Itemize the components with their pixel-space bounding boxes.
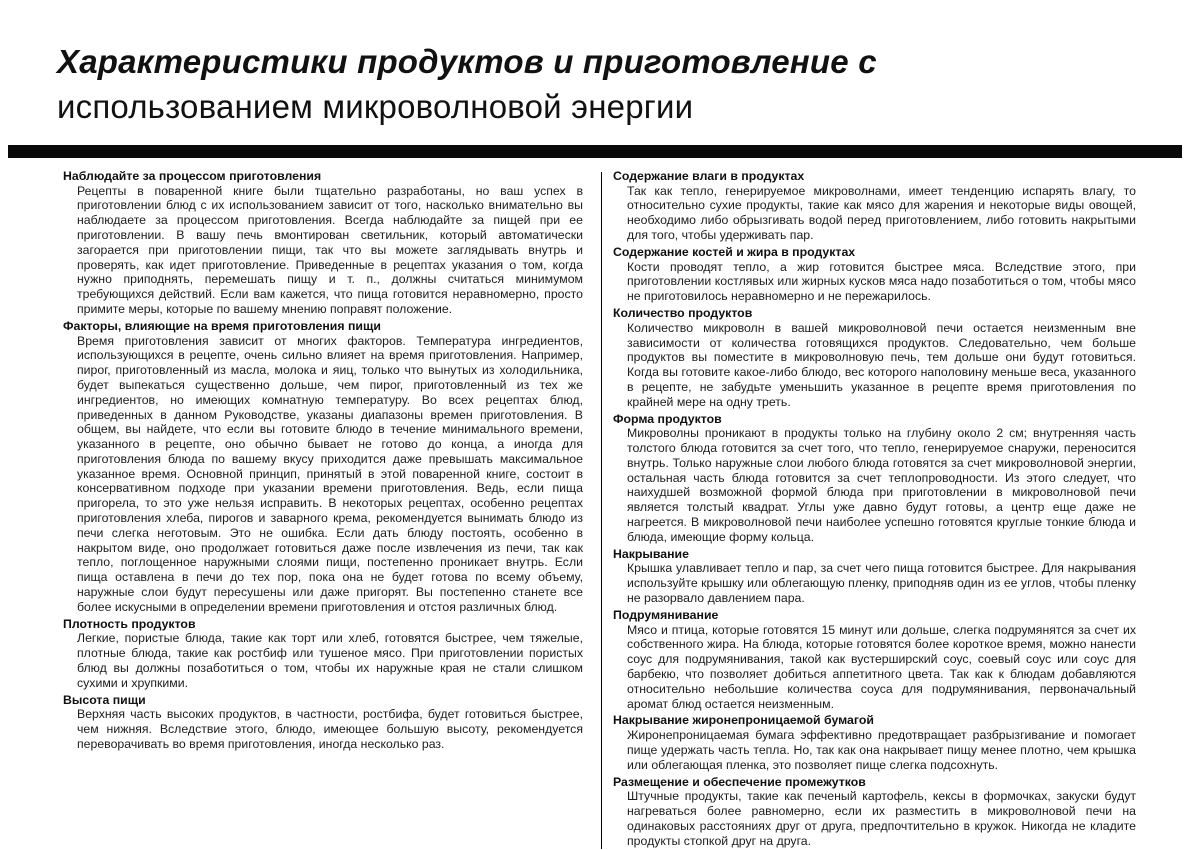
section-food-quantity xyxy=(613,306,1136,410)
section-browning xyxy=(613,608,1136,712)
section-body: Мясо и птица, которые готовятся 15 минут или дольше, слегка подрумянятся за счет их собственного жира. На блюда, которые готовятся более короткое время, можно нанести соус для подрумянивания, такой как вустерширский соус, соевый соус или соус для барбекю, что позволяет добиться аппетитного цвета. Так как к блюдам добавляются относительно небольшие количества соуса для подрумянивания, первоначальный аромат блюд остается неизменным. xyxy=(627,622,1136,711)
section-cooking-time-factors xyxy=(63,319,583,615)
section-greaseproof-paper xyxy=(613,713,1136,772)
section-body: Верхняя часть высоких продуктов, в частности, ростбифа, будет готовиться быстрее, чем нижняя. Вследствие этого, блюдо, имеющее большую высоту, рекомендуется переворачивать во время приготовления, иногда несколько раз. xyxy=(77,707,583,752)
section-body: Жиронепроницаемая бумага эффективно предотвращает разбрызгивание и помогает пище удержать часть тепла. Но, так как она накрывает пищу менее плотно, чем крышка или облегающая пленка, это позволяет пище слегка подсохнуть. xyxy=(627,728,1136,772)
section-body: Количество микроволн в вашей микроволновой печи остается неизменным вне зависимости от количества готовящихся продуктов. Следовательно, чем больше продуктов вы поместите в микроволновую печь, тем дольше они будут готовиться. Когда вы готовите какое-либо блюдо, вес которого наполовину меньше веса, указанного в рецепте, не забудьте уменьшить указанное в рецепте время приготовления по крайней мере на одну треть. xyxy=(627,320,1136,409)
section-moisture-content xyxy=(613,169,1136,243)
section-covering xyxy=(613,547,1136,606)
section-heading: Форма продуктов xyxy=(613,411,722,426)
section-heading: Плотность продуктов xyxy=(63,616,196,631)
section-body: Так как тепло, генерируемое микроволнами, имеет тенденцию испарять влагу, то относительно сухие продукты, такие как мясо для жарения и некоторые виды овощей, необходимо либо обрызгивать водой перед приготовлением, либо готовить накрытыми для того, чтобы удерживать пар. xyxy=(627,183,1136,242)
section-food-shape xyxy=(613,412,1136,545)
section-body: Кости проводят тепло, а жир готовится быстрее мяса. Вследствие этого, при приготовлении костлявых или жирных кусков мяса надо позаботиться о том, чтобы мясо не приготовилось неравномерно и не пережарилось. xyxy=(627,259,1136,304)
section-body: Рецепты в поваренной книге были тщательно разработаны, но ваш успех в приготовлении блюд с их использованием зависит от того, насколько внимательно вы наблюдаете за процессом приготовления. Всегда наблюдайте за пищей при ее приготовлении. В вашу печь вмонтирован светильник, который автоматически загорается при приготовлении пищи, так что вы можете заглядывать внутрь и проверять, как идет приготовление. Приведенные в рецептах указания о том, когда нужно приподнять, перемешать пищу и т. п., должны считаться минимумом требующихся действий. Если вам кажется, что пища готовится неравномерно, просто примите меры, которые по вашему мнению поправят положение. xyxy=(77,183,583,316)
section-heading: Размещение и обеспечение промежутков xyxy=(613,774,866,789)
section-bone-fat-content xyxy=(613,245,1136,304)
left-column xyxy=(63,169,583,849)
section-body: Время приготовления зависит от многих факторов. Температура ингредиентов, использующихся в рецепте, очень сильно влияет на время приготовления. Например, пирог, приготовленный из масла, молока и яиц, только что вынутых из холодильника, будет выпекаться существенно дольше, чем пирог, приготовленный из тех же ингредиентов, но имеющих комнатную температуру. Во всех рецептах блюд, приведенных в данном Руководстве, указаны диапазоны времен приготовления. В общем, вы найдете, что если вы готовите блюдо в течение минимального времени, указанного в рецепте, оно обычно бывает не готово до конца, а иногда для приготовления блюда по вашему вкусу приходится даже превышать максимальное указанное время. Основной принцип, принятый в этой поваренной книге, состоит в консервативном подходе при указании времени приготовления. Ведь, если пища пригорела, то это уже нельзя исправить. В некоторых рецептах, особенно рецептах приготовления хлеба, пирогов и заварного крема, рекомендуется вынимать блюдо из печи слегка неготовым. Это не ошибка. Если дать блюду постоять, особенно в накрытом виде, оно продолжает готовиться даже после извлечения из печи, так как тепло, поглощенное наружными слоями пищи, постепенно проникает внутрь. Если пища оставлена в печи до тех пор, пока она не будет готова по всему объему, наружные слои будут пересушены или даже пригорят. Вы постепенно станете все более искусными в определении времени приготовления и отстоя различных блюд. xyxy=(77,333,583,614)
section-heading: Содержание влаги в продуктах xyxy=(613,168,805,183)
section-heading: Высота пищи xyxy=(63,692,146,707)
section-heading: Накрывание жиронепроницаемой бумагой xyxy=(613,713,874,728)
section-heading: Количество продуктов xyxy=(613,305,753,320)
section-body: Штучные продукты, такие как печеный картофель, кексы в формочках, закуски будут нагреваться более равномерно, если их разместить в микроволновой печи на одинаковых расстояниях друг от друга, предпочтительно в кружок. Никогда не кладите продукты стопкой друг на друга. xyxy=(627,789,1136,848)
section-food-density xyxy=(63,617,583,691)
section-food-height xyxy=(63,693,583,752)
page-title xyxy=(57,40,1150,130)
title-separator-bar xyxy=(8,145,1182,158)
section-heading: Подрумянивание xyxy=(613,607,719,622)
section-watch-cooking xyxy=(63,169,583,317)
section-heading: Наблюдайте за процессом приготовления xyxy=(63,168,322,183)
column-divider xyxy=(601,172,602,849)
section-heading: Содержание костей и жира в продуктах xyxy=(613,244,856,259)
content-columns xyxy=(63,169,1190,849)
page-title-line-2: использованием микроволновой энергии xyxy=(57,87,694,125)
section-placement-spacing xyxy=(613,775,1136,849)
section-body: Микроволны проникают в продукты только на глубину около 2 см; внутренняя часть толстого блюда готовится за счет того, что тепло, генерируемое снаружи, переносится внутрь. Только наружные слои любого блюда готовятся за счет микроволновой энергии, остальная часть блюда готовится за счет теплопроводности. Из этого следует, что наихудшей возможной формой блюда при приготовлении в микроволновой печи является толстый квадрат. Углы уже давно будут готовы, а центр еще даже не нагреется. В микроволновой печи наиболее успешно готовятся круглые тонкие блюда и блюда, имеющие форму кольца. xyxy=(627,426,1136,544)
section-body: Легкие, пористые блюда, такие как торт или хлеб, готовятся быстрее, чем тяжелые, плотные блюда, такие как ростбиф или тушеное мясо. При приготовлении пористых блюд вы должны позаботиться о том, чтобы их наружные края не стали слишком сухими и хрупкими. xyxy=(77,631,583,690)
section-heading: Накрывание xyxy=(613,546,689,561)
section-heading: Факторы, влияющие на время приготовления пищи xyxy=(63,318,381,333)
section-body: Крышка улавливает тепло и пар, за счет чего пища готовится быстрее. Для накрывания используйте крышку или облегающую пленку, приподняв один из ее углов, чтобы пленку не разорвало давлением пара. xyxy=(627,561,1136,606)
page-header xyxy=(0,40,1190,158)
page-title-line-1: Характеристики продуктов и приготовление с xyxy=(57,43,877,80)
right-column xyxy=(613,169,1136,849)
